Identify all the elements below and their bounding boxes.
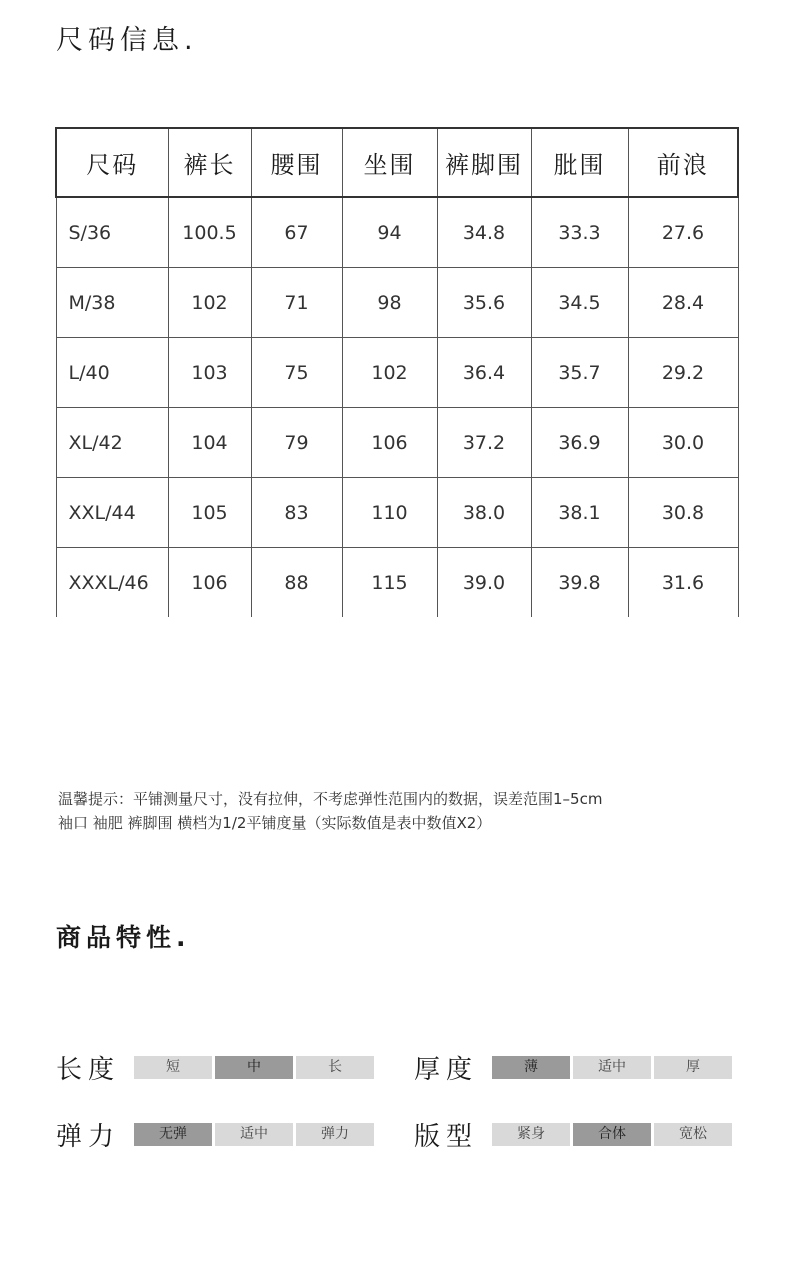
- feature-option: 薄: [492, 1056, 570, 1079]
- feature-label: 弹力: [56, 1122, 121, 1152]
- measurement-cell: 27.6: [628, 197, 738, 268]
- size-cell: XXXL/46: [56, 548, 168, 618]
- measurement-cell: 103: [168, 338, 251, 408]
- size-cell: L/40: [56, 338, 168, 408]
- feature-label: 厚度: [414, 1055, 479, 1085]
- measurement-cell: 34.8: [437, 197, 531, 268]
- measurement-cell: 29.2: [628, 338, 738, 408]
- measurement-cell: 39.8: [531, 548, 628, 618]
- table-row: [56, 197, 738, 268]
- feature-option: 长: [296, 1056, 374, 1079]
- measurement-cell: 110: [342, 478, 437, 548]
- table-row: [56, 268, 738, 338]
- features-title: 商品特性.: [56, 923, 191, 952]
- measurement-cell: 34.5: [531, 268, 628, 338]
- measurement-cell: 102: [168, 268, 251, 338]
- measurement-cell: 38.1: [531, 478, 628, 548]
- measurement-cell: 98: [342, 268, 437, 338]
- feature-length: [56, 1049, 374, 1086]
- feature-option: 中: [215, 1056, 293, 1079]
- measurement-cell: 104: [168, 408, 251, 478]
- feature-option: 适中: [573, 1056, 651, 1079]
- header-hip: 坐围: [342, 128, 437, 197]
- table-row: [56, 548, 738, 618]
- note-line-1: 温馨提示：平铺测量尺寸，没有拉伸，不考虑弹性范围内的数据，误差范围1–5cm: [58, 790, 603, 808]
- table-row: [56, 338, 738, 408]
- header-size: 尺码: [56, 128, 168, 197]
- measurement-cell: 100.5: [168, 197, 251, 268]
- note-line-2: 袖口 袖肥 裤脚围 横档为1/2平铺度量（实际数值是表中数值X2）: [58, 814, 492, 832]
- size-cell: M/38: [56, 268, 168, 338]
- measurement-cell: 102: [342, 338, 437, 408]
- feature-option: 短: [134, 1056, 212, 1079]
- size-cell: S/36: [56, 197, 168, 268]
- feature-option: 适中: [215, 1123, 293, 1146]
- measurement-cell: 115: [342, 548, 437, 618]
- measurement-cell: 71: [251, 268, 342, 338]
- measurement-cell: 30.0: [628, 408, 738, 478]
- header-thigh: 肶围: [531, 128, 628, 197]
- measurement-cell: 38.0: [437, 478, 531, 548]
- feature-option: 合体: [573, 1123, 651, 1146]
- measurement-cell: 67: [251, 197, 342, 268]
- header-pants-length: 裤长: [168, 128, 251, 197]
- table-header-row: [56, 128, 738, 197]
- header-front-rise: 前浪: [628, 128, 738, 197]
- measurement-note: [58, 787, 778, 835]
- measurement-cell: 79: [251, 408, 342, 478]
- table-row: [56, 408, 738, 478]
- measurement-cell: 28.4: [628, 268, 738, 338]
- header-waist: 腰围: [251, 128, 342, 197]
- measurement-cell: 33.3: [531, 197, 628, 268]
- measurement-cell: 31.6: [628, 548, 738, 618]
- measurement-cell: 83: [251, 478, 342, 548]
- measurement-cell: 35.7: [531, 338, 628, 408]
- feature-option: 紧身: [492, 1123, 570, 1146]
- feature-option: 无弹: [134, 1123, 212, 1146]
- measurement-cell: 36.9: [531, 408, 628, 478]
- feature-elasticity: [56, 1116, 374, 1153]
- measurement-cell: 30.8: [628, 478, 738, 548]
- feature-thickness: [414, 1049, 732, 1086]
- feature-label: 版型: [414, 1122, 479, 1152]
- size-cell: XL/42: [56, 408, 168, 478]
- measurement-cell: 88: [251, 548, 342, 618]
- feature-option: 宽松: [654, 1123, 732, 1146]
- measurement-cell: 39.0: [437, 548, 531, 618]
- size-cell: XXL/44: [56, 478, 168, 548]
- measurement-cell: 37.2: [437, 408, 531, 478]
- measurement-cell: 94: [342, 197, 437, 268]
- feature-option: 弹力: [296, 1123, 374, 1146]
- measurement-cell: 36.4: [437, 338, 531, 408]
- measurement-cell: 106: [342, 408, 437, 478]
- feature-fit: [414, 1116, 732, 1153]
- measurement-cell: 105: [168, 478, 251, 548]
- feature-option: 厚: [654, 1056, 732, 1079]
- header-leg-opening: 裤脚围: [437, 128, 531, 197]
- size-table: [55, 127, 739, 617]
- size-info-title: 尺码信息.: [56, 25, 198, 56]
- feature-label: 长度: [56, 1055, 121, 1085]
- measurement-cell: 35.6: [437, 268, 531, 338]
- measurement-cell: 75: [251, 338, 342, 408]
- measurement-cell: 106: [168, 548, 251, 618]
- table-row: [56, 478, 738, 548]
